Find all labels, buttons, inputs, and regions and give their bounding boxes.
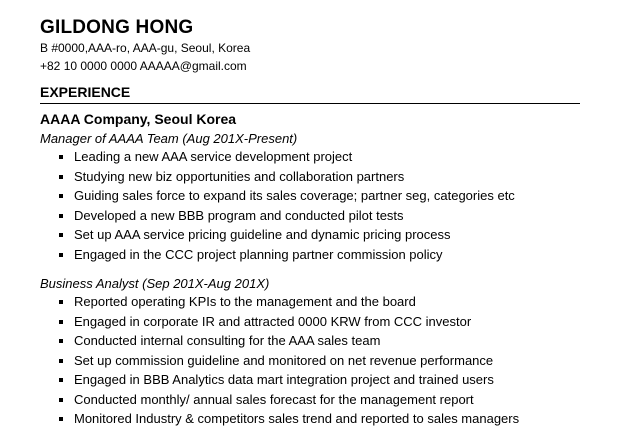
list-item-text: Developed a new BBB program and conducted pilot tests <box>74 207 404 223</box>
section-title-experience: EXPERIENCE <box>40 84 131 100</box>
contact-address: B #0000,AAA-ro, AAA-gu, Seoul, Korea <box>40 41 251 55</box>
list-item-text: Guiding sales force to expand its sales coverage; partner seg, categories etc <box>74 188 515 203</box>
bullet-icon <box>59 253 63 257</box>
list-item-text: Engaged in BBB Analytics data mart integration project and trained users <box>74 372 494 387</box>
bullet-icon <box>59 300 63 304</box>
company-name: AAAA Company, Seoul Korea <box>40 111 237 127</box>
list-item-text: Set up commission guideline and monitored on net revenue performance <box>74 352 494 368</box>
bullet-icon <box>59 320 63 324</box>
bullet-icon <box>59 398 63 402</box>
bullet-icon <box>59 214 63 218</box>
candidate-name: GILDONG HONG <box>40 17 194 38</box>
bullet-icon <box>59 175 63 179</box>
list-item-text: Conducted monthly/ annual sales forecast for the management report <box>74 391 474 407</box>
section-divider <box>40 103 580 104</box>
list-item-text: Leading a new AAA service development project <box>74 149 353 164</box>
bullet-icon <box>59 378 63 382</box>
list-item-text: Engaged in the CCC project planning partner commission policy <box>74 246 443 262</box>
list-item-text: Monitored Industry & competitors sales trend and reported to sales managers <box>74 411 520 426</box>
bullet-icon <box>59 359 63 363</box>
list-item-text: Set up AAA service pricing guideline and dynamic pricing process <box>74 227 451 242</box>
role-title-business-analyst: Business Analyst (Sep 201X-Aug 201X) <box>40 276 270 291</box>
bullet-icon <box>59 417 63 421</box>
bullet-icon <box>59 339 63 343</box>
bullet-icon <box>59 194 63 198</box>
contact-phone-email: +82 10 0000 0000 AAAAA@gmail.com <box>40 59 247 73</box>
list-item-text: Engaged in corporate IR and attracted 0000 KRW from CCC investor <box>74 313 472 329</box>
list-item-text: Reported operating KPIs to the management and the board <box>74 294 416 309</box>
bullet-icon <box>59 155 63 159</box>
list-item-text: Studying new biz opportunities and collaboration partners <box>74 168 405 184</box>
role-title-manager: Manager of AAAA Team (Aug 201X-Present) <box>40 131 298 146</box>
bullet-icon <box>59 233 63 237</box>
list-item-text: Conducted internal consulting for the AAA sales team <box>74 333 381 348</box>
